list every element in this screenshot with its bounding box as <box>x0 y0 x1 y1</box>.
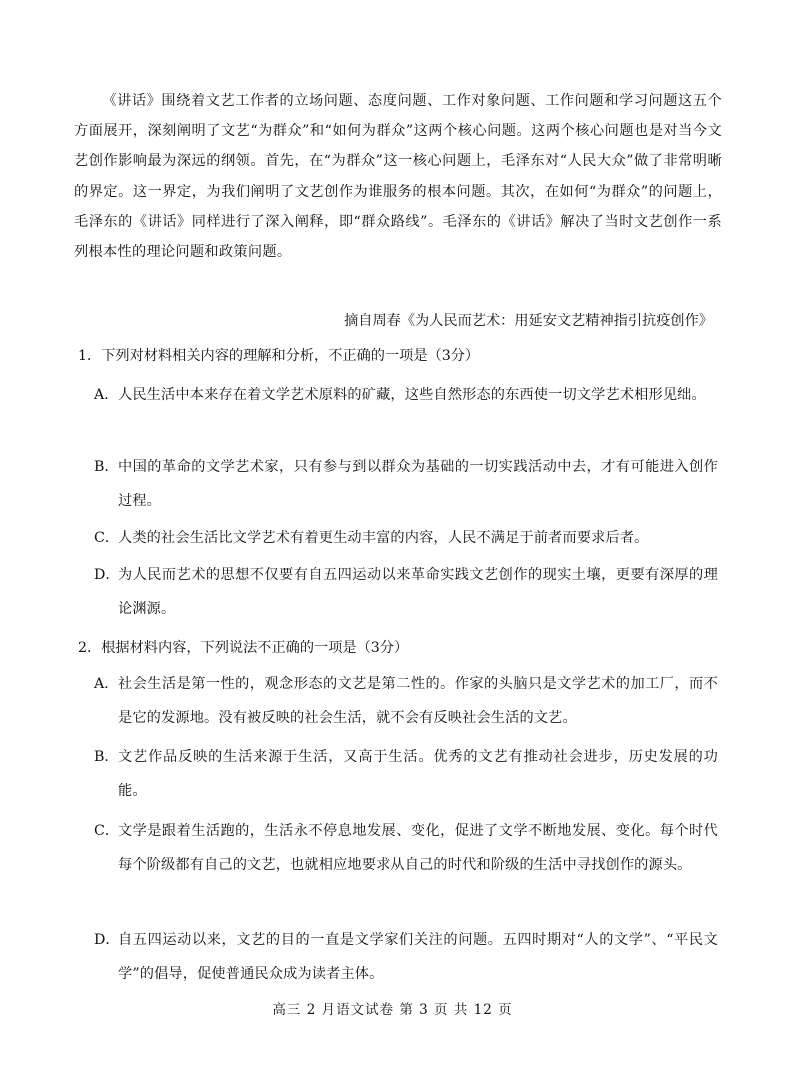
question-1-option-d <box>94 558 718 626</box>
question-1 <box>78 344 728 368</box>
passage-paragraph: 《讲话》围绕着文艺工作者的立场问题、态度问题、工作对象问题、工作问题和学习问题这五个方面展开，深刻阐明了文艺“为群众”和“如何为群众”这两个核心问题。这两个核心问题也是对当今文艺创作影响最为深远的纲领。首先，在“为群众”这一核心问题上，毛泽东对“人民大众”做了非常明晰的界定。这一界定，为我们阐明了文艺创作为谁服务的根本问题。其次，在如何“为群众”的问题上，毛泽东的《讲话》同样进行了深入阐释，即“群众路线”。毛泽东的《讲话》解决了当时文艺创作一系列根本性的理论问题和政策问题。 <box>74 93 722 261</box>
option-letter: D． <box>94 567 120 583</box>
option-text: 文艺作品反映的生活来源于生活，又高于生活。优秀的文艺有推动社会进步，历史发展的功能。 <box>118 749 718 799</box>
option-text: 中国的革命的文学艺术家，只有参与到以群众为基础的一切实践活动中去，才有可能进入创作过程。 <box>118 459 718 509</box>
passage-source: 摘自周春《为人民而艺术：用延安文艺精神指引抗疫创作》 <box>344 313 713 329</box>
option-letter: C． <box>94 530 120 546</box>
option-letter: B． <box>94 459 119 475</box>
option-text: 人类的社会生活比文学艺术有着更生动丰富的内容，人民不满足于前者而要求后者。 <box>118 530 649 546</box>
question-2-stem: 2．根据材料内容，下列说法不正确的一项是（3分） <box>78 640 409 656</box>
option-text: 自五四运动以来，文艺的目的一直是文学家们关注的问题。五四时期对“人的文学”、“平民文学”的倡导，促使普通民众成为读者主体。 <box>118 932 718 982</box>
question-2-option-b <box>94 740 718 808</box>
option-letter: A． <box>94 387 119 403</box>
option-text: 文学是跟着生活跑的，生活永不停息地发展、变化，促进了文学不断地发展、变化。每个时代每个阶级都有自己的文艺，也就相应地要求从自己的时代和阶级的生活中寻找创作的源头。 <box>118 823 718 873</box>
page-footer: 高三 2 月语文试卷 第 3 页 共 12 页 <box>272 1002 513 1018</box>
option-letter: D． <box>94 932 120 948</box>
question-2-option-a <box>94 667 718 735</box>
question-2-option-d <box>94 923 718 991</box>
question-1-option-b <box>94 450 718 518</box>
option-text: 人民生活中本来存在着文学艺术原料的矿藏，这些自然形态的东西使一切文学艺术相形见绌。 <box>118 387 706 403</box>
option-letter: A． <box>94 676 119 692</box>
option-text: 社会生活是第一性的，观念形态的文艺是第二性的。作家的头脑只是文学艺术的加工厂，而不是它的发源地。没有被反映的社会生活，就不会有反映社会生活的文艺。 <box>118 676 718 726</box>
question-2 <box>78 636 728 660</box>
question-1-option-a <box>94 378 718 412</box>
question-2-option-c <box>94 814 718 882</box>
option-text: 为人民而艺术的思想不仅要有自五四运动以来革命实践文艺创作的现实土壤，更要有深厚的理论渊源。 <box>118 567 718 617</box>
option-letter: C． <box>94 823 120 839</box>
question-1-option-c <box>94 521 718 555</box>
option-letter: B． <box>94 749 119 765</box>
question-1-stem: 1．下列对材料相关内容的理解和分析，不正确的一项是（3分） <box>78 348 480 364</box>
